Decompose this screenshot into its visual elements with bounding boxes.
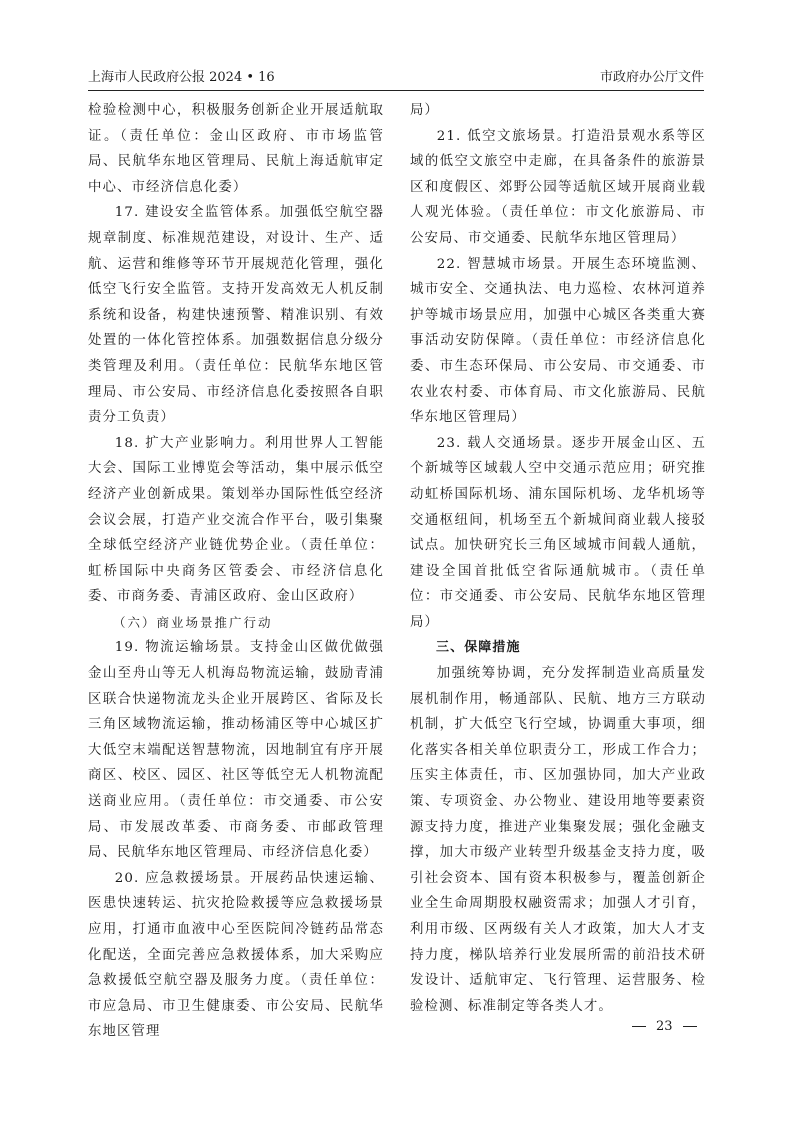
paragraph-22: 22. 智慧城市场景。开展生态环境监测、城市安全、交通执法、电力巡检、农林河道养护等城市场景应用，加强中心城区各类重大赛事活动安防保障。（责任单位：市经济信息化委、市生态环保局、市公安局、市交通委、市农业农村委、市体育局、市文化旅游局、民航华东地区管理局） bbox=[410, 256, 706, 426]
page-footer bbox=[632, 1019, 697, 1034]
publication-title: 上海市人民政府公报 2024 • 16 bbox=[88, 70, 275, 85]
paragraph-18: 18. 扩大产业影响力。利用世界人工智能大会、国际工业博览会等活动，集中展示低空经济产业创新成果。策划举办国际性低空经济会议会展，打造产业交流合作平台，吸引集聚全球低空经济产业链优势企业。（责任单位：虹桥国际中央商务区管委会、市经济信息化委、市商务委、青浦区政府、金山区政府） bbox=[88, 435, 384, 605]
section-heading: 三、保障措施 bbox=[436, 640, 521, 656]
dash-right bbox=[683, 1026, 697, 1027]
subsection-heading: （六）商业场景推广行动 bbox=[113, 614, 273, 630]
paragraph-21: 21. 低空文旅场景。打造沿景观水系等区域的低空文旅空中走廊，在具备条件的旅游景区和度假区、郊野公园等适航区域开展商业载人观光体验。（责任单位：市文化旅游局、市公安局、市交通委、民航华东地区管理局） bbox=[410, 128, 706, 246]
dash-left bbox=[632, 1026, 646, 1027]
paragraph-23: 23. 载人交通场景。逐步开展金山区、五个新城等区域载人空中交通示范应用；研究推动虹桥国际机场、浦东国际机场、龙华机场等交通枢纽间，机场至五个新城间商业载人接驳试点。加快研究长三角区域城市间载人通航，建设全国首批低空省际通航城市。（责任单位：市交通委、市公安局、民航华东地区管理局） bbox=[410, 435, 706, 630]
header-rule bbox=[88, 90, 704, 91]
paragraph-safeguards: 加强统筹协调，充分发挥制造业高质量发展机制作用，畅通部队、民航、地方三方联动机制，扩大低空飞行空域，协调重大事项，细化落实各相关单位职责分工，形成工作合力；压实主体责任，市、区加强协同，加大产业政策、专项资金、办公物业、建设用地等要素资源支持力度，推进产业集聚发展；强化金融支撑，加大市级产业转型升级基金支持力度，吸引社会资本、国有资本积极参与，覆盖创新企业全生命周期股权融资需求；加强人才引育，利用市级、区两级有关人才政策，加大人才支持力度，梯队培养行业发展所需的前沿技术研发设计、适航审定、飞行管理、运营服务、检验检测、标准制定等各类人才。 bbox=[410, 666, 706, 1014]
paragraph-20: 20. 应急救援场景。开展药品快速运输、医患快速转运、抗灾抢险救援等应急救援场景应用，打通市血液中心至医院间冷链药品常态化配送，全面完善应急救援体系，加大采购应急救援低空航空器及服务力度。（责任单位：市应急局、市卫生健康委、市公安局、民航华东地区管理 bbox=[88, 870, 384, 1040]
paragraph-19: 19. 物流运输场景。支持金山区做优做强金山至舟山等无人机海岛物流运输，鼓励青浦区联合快递物流龙头企业开展跨区、省际及长三角区域物流运输，推动杨浦区等中心城区扩大低空末端配送智慧物流，因地制宜有序开展商区、校区、园区、社区等低空无人机物流配送商业应用。（责任单位：市交通委、市公安局、市发展改革委、市商务委、市邮政管理局、民航华东地区管理局、市经济信息化委） bbox=[88, 640, 384, 861]
continuation-text: 局） bbox=[410, 103, 439, 118]
left-column bbox=[88, 98, 384, 1045]
page-number: 23 bbox=[656, 1019, 673, 1034]
paragraph-17: 17. 建设安全监管体系。加强低空航空器规章制度、标准规范建设，对设计、生产、适航、运营和维修等环节开展规范化管理，强化低空飞行安全监管。支持开发高效无人机反制系统和设备，构建快速预警、精准识别、有效处置的一体化管控体系。加强数据信息分级分类管理及利用。（责任单位：民航华东地区管理局、市公安局、市经济信息化委按照各自职责分工负责） bbox=[88, 205, 384, 426]
issuer-label: 市政府办公厅文件 bbox=[599, 70, 704, 85]
continuation-text: 检验检测中心，积极服务创新企业开展适航取证。（责任单位：金山区政府、市市场监管局、民航华东地区管理局、民航上海适航审定中心、市经济信息化委） bbox=[88, 103, 384, 195]
right-column bbox=[410, 98, 706, 1019]
page-header bbox=[88, 62, 704, 88]
